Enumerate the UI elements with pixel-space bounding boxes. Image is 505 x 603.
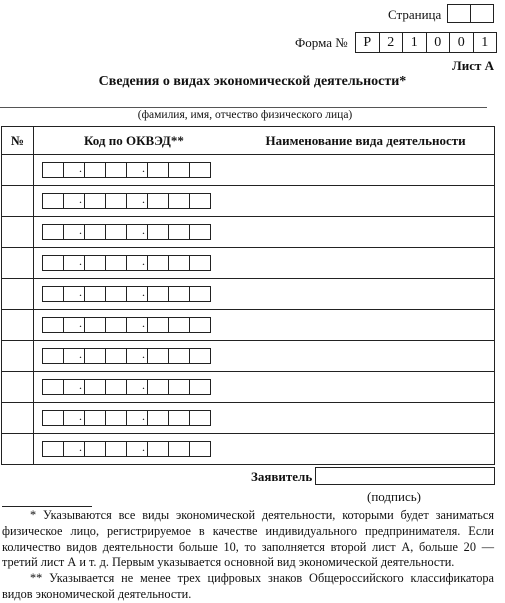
row-number-cell[interactable] xyxy=(2,279,34,310)
okved-digit-cell[interactable] xyxy=(126,348,148,364)
okved-digit-cell[interactable] xyxy=(189,224,211,240)
code-separator-dot: . xyxy=(142,254,145,268)
okved-digit-cell[interactable] xyxy=(168,286,190,302)
okved-code-input[interactable] xyxy=(42,348,234,364)
row-number-cell[interactable] xyxy=(2,186,34,217)
form-label: Форма № xyxy=(295,35,348,50)
okved-digit-cell[interactable] xyxy=(42,255,64,271)
okved-digit-cell[interactable] xyxy=(84,379,106,395)
okved-digit-cell[interactable] xyxy=(189,255,211,271)
okved-digit-cell[interactable] xyxy=(42,410,64,426)
okved-digit-cell[interactable] xyxy=(63,162,85,178)
page-number-cell[interactable] xyxy=(470,4,494,23)
okved-code-input[interactable] xyxy=(42,193,234,209)
row-number-cell[interactable] xyxy=(2,434,34,465)
okved-digit-cell[interactable] xyxy=(105,410,127,426)
code-separator-dot: . xyxy=(142,223,145,237)
okved-digit-cell[interactable] xyxy=(84,410,106,426)
activities-table xyxy=(1,126,495,465)
table-row xyxy=(2,217,495,248)
okved-digit-cell[interactable] xyxy=(105,193,127,209)
footnotes xyxy=(2,508,494,603)
row-number-cell[interactable] xyxy=(2,155,34,186)
code-separator-dot: . xyxy=(79,285,82,299)
okved-digit-cell[interactable] xyxy=(126,441,148,457)
okved-digit-cell[interactable] xyxy=(105,255,127,271)
code-separator-dot: . xyxy=(79,409,82,423)
row-number-cell[interactable] xyxy=(2,403,34,434)
code-separator-dot: . xyxy=(79,254,82,268)
okved-digit-cell[interactable] xyxy=(189,162,211,178)
okved-digit-cell[interactable] xyxy=(63,379,85,395)
signature-field[interactable] xyxy=(315,467,495,485)
okved-digit-cell[interactable] xyxy=(126,162,148,178)
okved-digit-cell[interactable] xyxy=(147,193,169,209)
okved-digit-cell[interactable] xyxy=(42,162,64,178)
okved-digit-cell[interactable] xyxy=(42,193,64,209)
okved-digit-cell[interactable] xyxy=(168,410,190,426)
activity-name-cell[interactable] xyxy=(234,279,495,310)
form-number-cell: 0 xyxy=(449,32,474,53)
okved-digit-cell[interactable] xyxy=(42,286,64,302)
okved-digit-cell[interactable] xyxy=(147,410,169,426)
fio-caption: (фамилия, имя, отчество физического лица) xyxy=(137,109,353,121)
okved-digit-cell[interactable] xyxy=(168,224,190,240)
okved-digit-cell[interactable] xyxy=(147,317,169,333)
okved-digit-cell[interactable] xyxy=(42,348,64,364)
okved-digit-cell[interactable] xyxy=(84,193,106,209)
code-separator-dot: . xyxy=(79,378,82,392)
okved-digit-cell[interactable] xyxy=(105,348,127,364)
okved-code-input[interactable] xyxy=(42,286,234,302)
code-separator-dot: . xyxy=(142,192,145,206)
okved-digit-cell[interactable] xyxy=(105,441,127,457)
table-header-row xyxy=(2,127,495,155)
okved-digit-cell[interactable] xyxy=(147,224,169,240)
okved-code-input[interactable] xyxy=(42,255,234,271)
okved-digit-cell[interactable] xyxy=(63,441,85,457)
okved-digit-cell[interactable] xyxy=(147,162,169,178)
sheet-label: Лист А xyxy=(452,58,494,73)
signature-caption: (подпись) xyxy=(367,489,421,504)
row-number-cell[interactable] xyxy=(2,341,34,372)
footnote-divider xyxy=(2,506,92,507)
code-separator-dot: . xyxy=(142,161,145,175)
okved-digit-cell[interactable] xyxy=(168,348,190,364)
okved-digit-cell[interactable] xyxy=(84,441,106,457)
activity-name-cell[interactable] xyxy=(234,434,495,465)
okved-digit-cell[interactable] xyxy=(147,379,169,395)
okved-digit-cell[interactable] xyxy=(84,162,106,178)
okved-digit-cell[interactable] xyxy=(105,286,127,302)
okved-digit-cell[interactable] xyxy=(84,255,106,271)
okved-digit-cell[interactable] xyxy=(147,441,169,457)
okved-code-cell xyxy=(34,372,234,403)
okved-digit-cell[interactable] xyxy=(84,317,106,333)
activity-name-cell[interactable] xyxy=(234,310,495,341)
okved-code-input[interactable] xyxy=(42,162,234,178)
table-row xyxy=(2,341,495,372)
okved-digit-cell[interactable] xyxy=(63,286,85,302)
okved-digit-cell[interactable] xyxy=(168,255,190,271)
okved-digit-cell[interactable] xyxy=(126,193,148,209)
activity-name-cell[interactable] xyxy=(234,186,495,217)
okved-code-cell xyxy=(34,403,234,434)
okved-digit-cell[interactable] xyxy=(168,441,190,457)
okved-digit-cell[interactable] xyxy=(168,379,190,395)
row-number-cell[interactable] xyxy=(2,310,34,341)
code-separator-dot: . xyxy=(79,161,82,175)
okved-digit-cell[interactable] xyxy=(42,379,64,395)
code-separator-dot: . xyxy=(142,409,145,423)
code-separator-dot: . xyxy=(142,440,145,454)
okved-digit-cell[interactable] xyxy=(126,255,148,271)
okved-code-input[interactable] xyxy=(42,224,234,240)
okved-digit-cell[interactable] xyxy=(147,255,169,271)
form-number-cell: 2 xyxy=(379,32,404,53)
okved-digit-cell[interactable] xyxy=(63,317,85,333)
table-row xyxy=(2,155,495,186)
form-number-cell: Р xyxy=(355,32,380,53)
activity-name-cell[interactable] xyxy=(234,341,495,372)
okved-digit-cell[interactable] xyxy=(168,317,190,333)
form-number-cell: 1 xyxy=(473,32,498,53)
activity-name-cell[interactable] xyxy=(234,217,495,248)
okved-code-cell xyxy=(34,341,234,372)
okved-digit-cell[interactable] xyxy=(42,441,64,457)
okved-digit-cell[interactable] xyxy=(42,317,64,333)
activity-name-cell[interactable] xyxy=(234,372,495,403)
form-number xyxy=(355,32,497,53)
okved-digit-cell[interactable] xyxy=(126,317,148,333)
table-row xyxy=(2,186,495,217)
table-row xyxy=(2,434,495,465)
row-number-cell[interactable] xyxy=(2,372,34,403)
okved-code-input[interactable] xyxy=(42,410,234,426)
activity-name-cell[interactable] xyxy=(234,155,495,186)
okved-digit-cell[interactable] xyxy=(147,348,169,364)
okved-digit-cell[interactable] xyxy=(84,224,106,240)
okved-code-cell xyxy=(34,217,234,248)
okved-code-input[interactable] xyxy=(42,317,234,333)
code-separator-dot: . xyxy=(79,192,82,206)
footnote: ** Указывается не менее трех цифровых знаков Общероссийского классификатора видов экономической деятельности. xyxy=(2,571,494,601)
okved-code-cell xyxy=(34,279,234,310)
okved-digit-cell[interactable] xyxy=(84,286,106,302)
form-number-cell: 0 xyxy=(426,32,451,53)
okved-digit-cell[interactable] xyxy=(168,162,190,178)
applicant-label: Заявитель xyxy=(251,469,313,484)
row-number-cell[interactable] xyxy=(2,248,34,279)
okved-digit-cell[interactable] xyxy=(126,224,148,240)
okved-digit-cell[interactable] xyxy=(63,348,85,364)
table-row xyxy=(2,279,495,310)
okved-digit-cell[interactable] xyxy=(147,286,169,302)
footnote: * Указываются все виды экономической деятельности, которыми будет заниматься физическое лицо, регистрируемое в качестве индивидуального предпринимателя. Если количество видов деятельности больше 10, то заполняется второй лист А, больше 20 — третий лист А и т. д. Первым указывается основной вид экономической деятельности. xyxy=(2,508,494,570)
okved-digit-cell[interactable] xyxy=(189,410,211,426)
fio-input-line[interactable] xyxy=(0,107,487,108)
okved-digit-cell[interactable] xyxy=(189,286,211,302)
okved-code-cell xyxy=(34,248,234,279)
activity-name-cell[interactable] xyxy=(234,248,495,279)
okved-digit-cell[interactable] xyxy=(63,255,85,271)
code-separator-dot: . xyxy=(79,440,82,454)
column-header-activity-name: Наименование вида деятельности xyxy=(234,127,495,155)
okved-code-cell xyxy=(34,155,234,186)
row-number-cell[interactable] xyxy=(2,217,34,248)
okved-code-cell xyxy=(34,186,234,217)
okved-digit-cell[interactable] xyxy=(105,317,127,333)
table-row xyxy=(2,372,495,403)
column-header-number: № xyxy=(2,127,34,155)
okved-digit-cell[interactable] xyxy=(126,286,148,302)
okved-digit-cell[interactable] xyxy=(189,379,211,395)
page-label: Страница xyxy=(388,7,442,22)
page-title: Сведения о видах экономической деятельности* xyxy=(98,74,407,89)
okved-digit-cell[interactable] xyxy=(63,193,85,209)
okved-digit-cell[interactable] xyxy=(189,441,211,457)
okved-code-cell xyxy=(34,434,234,465)
okved-digit-cell[interactable] xyxy=(168,193,190,209)
code-separator-dot: . xyxy=(142,285,145,299)
table-row xyxy=(2,310,495,341)
column-header-okved: Код по ОКВЭД** xyxy=(34,127,234,155)
okved-code-input[interactable] xyxy=(42,379,234,395)
okved-digit-cell[interactable] xyxy=(189,193,211,209)
okved-digit-cell[interactable] xyxy=(126,379,148,395)
page-number-input[interactable] xyxy=(447,4,494,23)
table-row xyxy=(2,403,495,434)
okved-digit-cell[interactable] xyxy=(105,379,127,395)
okved-code-input[interactable] xyxy=(42,441,234,457)
code-separator-dot: . xyxy=(142,316,145,330)
code-separator-dot: . xyxy=(79,223,82,237)
okved-digit-cell[interactable] xyxy=(84,348,106,364)
okved-digit-cell[interactable] xyxy=(189,348,211,364)
code-separator-dot: . xyxy=(79,316,82,330)
page-number-cell[interactable] xyxy=(447,4,471,23)
activity-name-cell[interactable] xyxy=(234,403,495,434)
table-row xyxy=(2,248,495,279)
okved-digit-cell[interactable] xyxy=(105,162,127,178)
okved-digit-cell[interactable] xyxy=(189,317,211,333)
code-separator-dot: . xyxy=(79,347,82,361)
okved-digit-cell[interactable] xyxy=(105,224,127,240)
code-separator-dot: . xyxy=(142,378,145,392)
okved-digit-cell[interactable] xyxy=(63,410,85,426)
okved-digit-cell[interactable] xyxy=(126,410,148,426)
okved-digit-cell[interactable] xyxy=(63,224,85,240)
form-number-cell: 1 xyxy=(402,32,427,53)
okved-code-cell xyxy=(34,310,234,341)
code-separator-dot: . xyxy=(142,347,145,361)
okved-digit-cell[interactable] xyxy=(42,224,64,240)
